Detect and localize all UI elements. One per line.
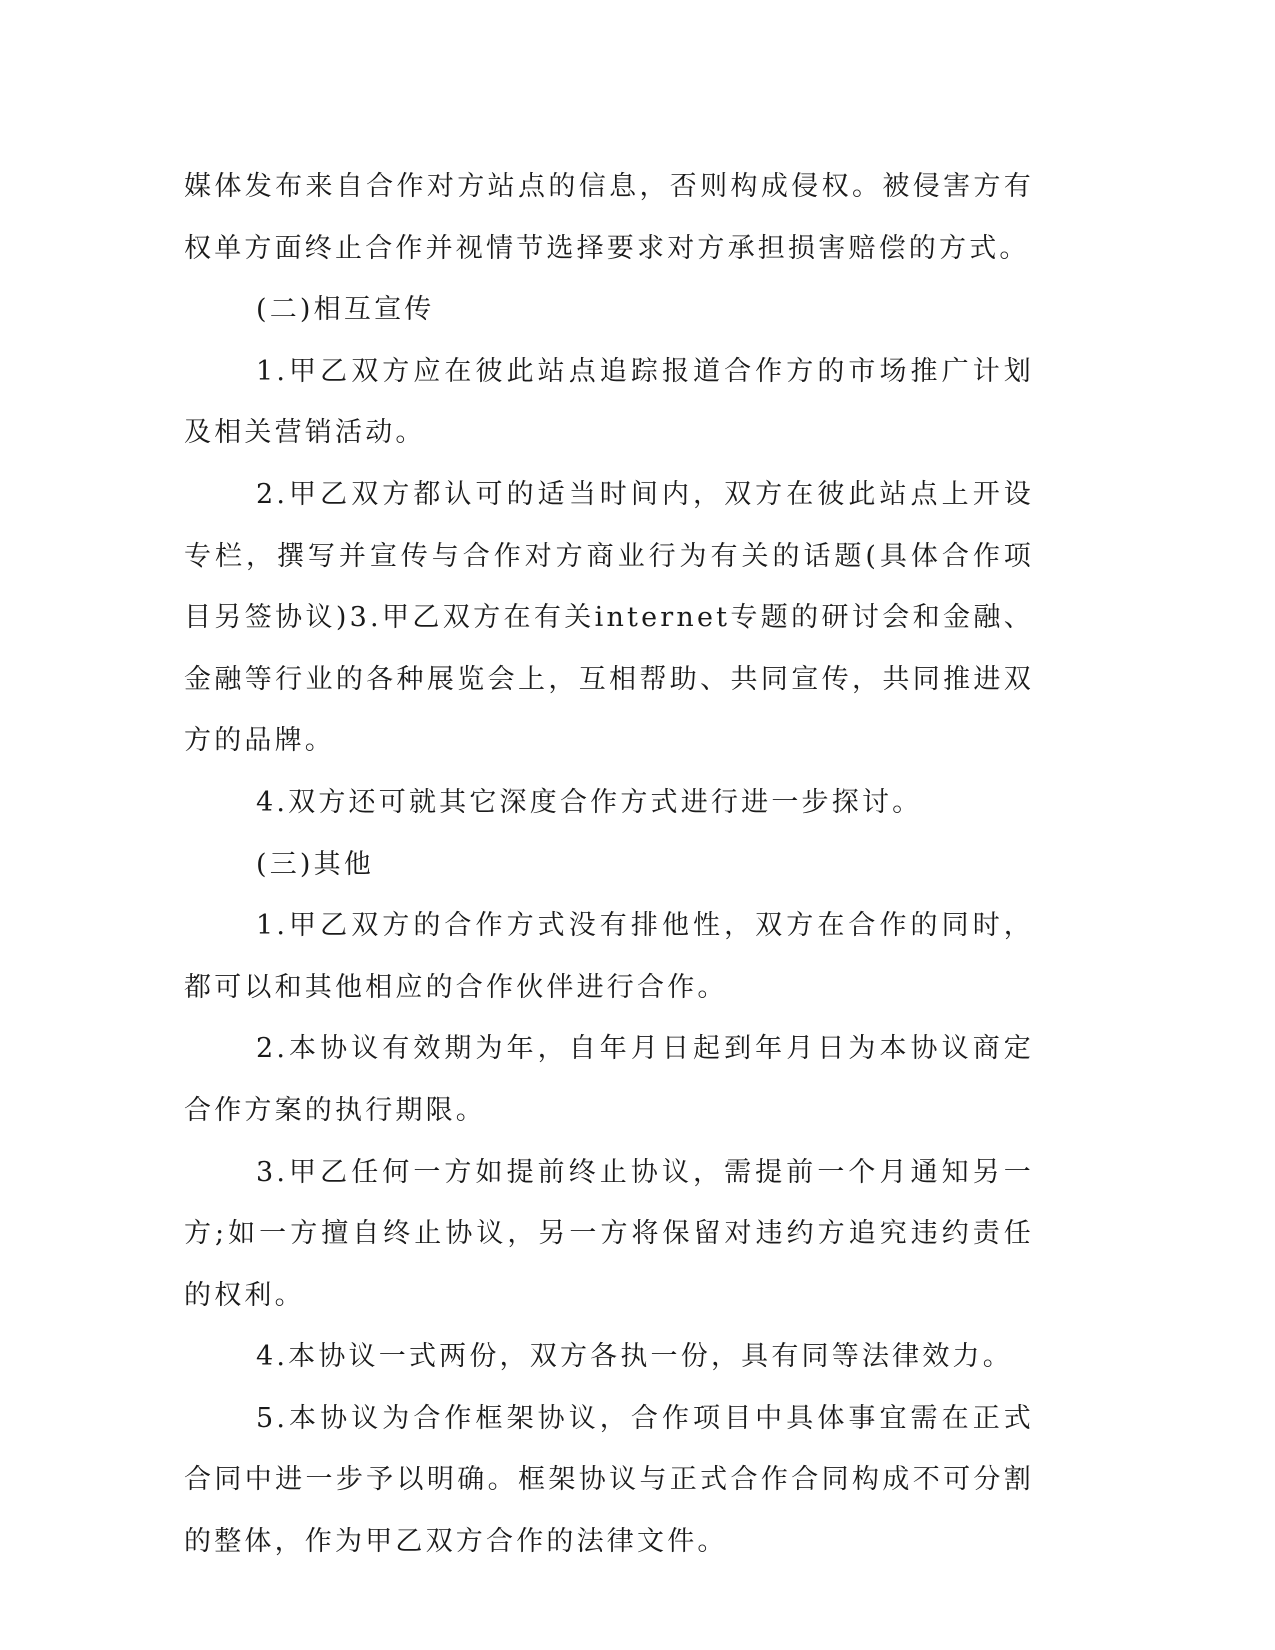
section-heading-other: (三)其他: [256, 848, 375, 880]
paragraph-item: 5.本协议为合作框架协议，合作项目中具体事宜需在正式合同中进一步予以明确。框架协议与正式合作合同构成不可分割的整体，作为甲乙双方合作的法律文件。: [184, 1402, 1034, 1558]
paragraph-item: 2.本协议有效期为年，自年月日起到年月日为本协议商定合作方案的执行期限。: [184, 1033, 1034, 1126]
paragraph-continuation: 媒体发布来自合作对方站点的信息，否则构成侵权。被侵害方有权单方面终止合作并视情节选择要求对方承担损害赔偿的方式。: [184, 171, 1034, 264]
paragraph-item: 4.双方还可就其它深度合作方式进行进一步探讨。: [256, 786, 923, 818]
paragraph-item: 4.本协议一式两份，双方各执一份，具有同等法律效力。: [256, 1341, 1013, 1373]
paragraph-item: 1.甲乙双方的合作方式没有排他性，双方在合作的同时，都可以和其他相应的合作伙伴进行合作。: [184, 910, 1034, 1003]
document-page: [184, 156, 1034, 1573]
section-heading-mutual-promotion: (二)相互宣传: [256, 294, 435, 326]
paragraph-item: 1.甲乙双方应在彼此站点追踪报道合作方的市场推广计划及相关营销活动。: [184, 355, 1034, 449]
paragraph-item: 3.甲乙任何一方如提前终止协议，需提前一个月通知另一方;如一方擅自终止协议，另一方将保留对违约方追究违约责任的权利。: [184, 1156, 1034, 1311]
paragraph-item: 2.甲乙双方都认可的适当时间内，双方在彼此站点上开设专栏，撰写并宣传与合作对方商业行为有关的话题(具体合作项目另签协议)3.甲乙双方在有关internet专题的研讨会和金融、金融等行业的各种展览会上，互相帮助、共同宣传，共同推进双方的品牌。: [184, 478, 1034, 757]
